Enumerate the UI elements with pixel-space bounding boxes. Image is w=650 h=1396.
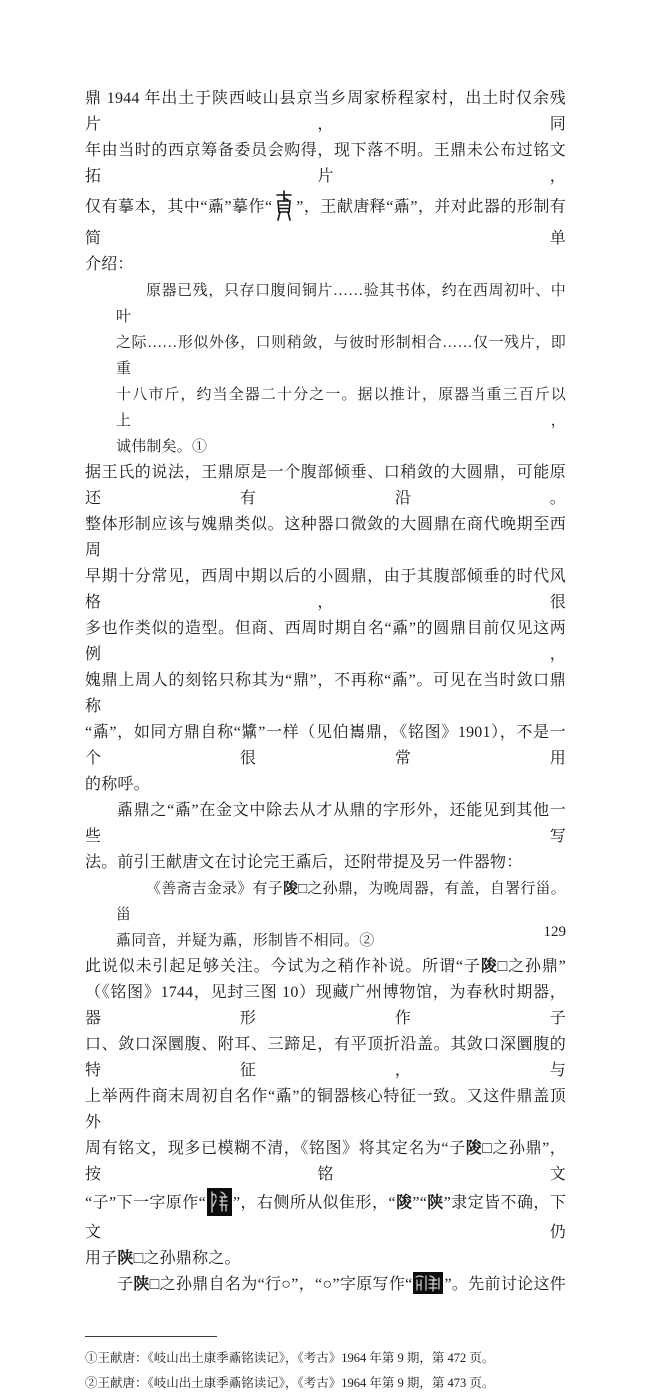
text-run: 《善斋吉金录》有子 bbox=[146, 881, 283, 897]
text-run: 鼎 1944 年出土于陕西岐山县京当乡周家桥程家村，出土时仅余残片，同 bbox=[85, 90, 566, 133]
text-run: 诚伟制矣。① bbox=[116, 439, 208, 455]
text-run: 整体形制应该与媿鼎类似。这种器口微敛的大圆鼎在商代晚期至西周 bbox=[85, 516, 566, 559]
footnote-1: ①王献唐：《岐山出土康季鼒铭读记》，《考古》1964 年第 9 期，第 472 页。 bbox=[85, 1351, 495, 1366]
text-run: 鼒同音，并疑为鼒，形制皆不相同。② bbox=[116, 933, 375, 949]
block-quote bbox=[85, 876, 566, 954]
text-run: 媿鼎上周人的刻铭只称其为“鼎”，不再称“鼒”。可见在当时敛口鼎称 bbox=[85, 672, 566, 715]
body-paragraph bbox=[85, 798, 566, 876]
text-line bbox=[116, 928, 566, 954]
text-line bbox=[85, 86, 566, 138]
text-line bbox=[85, 1084, 566, 1136]
text-line bbox=[85, 1272, 566, 1298]
body-paragraph bbox=[85, 460, 566, 798]
text-run: 多也作类似的造型。但商、西周时期自名“鼒”的圆鼎目前仅见这两例， bbox=[85, 620, 566, 663]
text-line bbox=[85, 1032, 566, 1084]
text-run: 上举两件商末周初自名作“鼒”的铜器核心特征一致。又这件鼎盖顶外 bbox=[85, 1088, 566, 1131]
text-line bbox=[116, 434, 566, 460]
text-line bbox=[85, 460, 566, 512]
text-run: 早期十分常见，西周中期以后的小圆鼎，由于其腹部倾垂的时代风格，很 bbox=[85, 568, 566, 611]
text-run: 口、敛口深圜腹、附耳、三蹄足，有平顶折沿盖。其敛口深圜腹的特征，与 bbox=[85, 1036, 566, 1079]
transliterated-char: 陖 bbox=[395, 1194, 413, 1212]
transliterated-char: 陖 bbox=[282, 881, 299, 897]
text-run: （《铭图》1744，见封三图 10）现藏广州博物馆，为春秋时期器，器形作子 bbox=[85, 984, 566, 1027]
text-line bbox=[85, 138, 566, 190]
inscription-glyph-zi-icon bbox=[273, 190, 295, 222]
text-run: ”隶定皆不确，下文仍 bbox=[85, 1194, 567, 1241]
transliterated-char: 陕 bbox=[117, 1250, 134, 1267]
footnote-2: ②王献唐：《岐山出土康季鼒铭读记》，《考古》1964 年第 9 期，第 473 页。 bbox=[85, 1376, 495, 1391]
transliterated-char: 陖 bbox=[465, 1140, 483, 1157]
text-line bbox=[116, 278, 566, 330]
text-run: 十八市斤，约当全器二十分之一。据以推计，原器当重三百斤以上， bbox=[116, 387, 566, 429]
text-line bbox=[85, 798, 566, 850]
text-line bbox=[85, 1136, 566, 1188]
text-line bbox=[116, 382, 566, 434]
footnote-block bbox=[85, 1336, 566, 1396]
text-run: ”，右侧所从似隹形，“ bbox=[232, 1194, 396, 1212]
text-line bbox=[85, 564, 566, 616]
text-line bbox=[85, 772, 566, 798]
text-run: 法。前引王献唐文在讨论完王鼒后，还附带提及另一件器物： bbox=[85, 854, 523, 871]
text-line bbox=[85, 190, 566, 252]
text-run: 周有铭文，现多已模糊不清，《铭图》将其定名为“子 bbox=[85, 1140, 466, 1157]
text-run: 据王氏的说法，王鼎原是一个腹部倾垂、口稍敛的大圆鼎，可能原还有沿。 bbox=[85, 464, 566, 507]
text-run: □之孙鼎，为晚周器，有盖，自署行甾。甾 bbox=[116, 881, 566, 923]
text-run: □之孙鼎” bbox=[497, 958, 566, 975]
text-run: “子”下一字原作“ bbox=[85, 1194, 206, 1212]
page-body bbox=[85, 86, 566, 1298]
text-line bbox=[85, 850, 566, 876]
transliterated-char: 陖 bbox=[480, 958, 498, 975]
text-run: 此说似未引起足够关注。今试为之稍作补说。所谓“子 bbox=[85, 958, 481, 975]
text-line bbox=[85, 980, 566, 1032]
text-line bbox=[85, 616, 566, 668]
block-quote bbox=[85, 278, 566, 460]
text-line bbox=[85, 954, 566, 980]
text-run: 介绍： bbox=[85, 256, 134, 273]
text-run: 鼒鼎之“鼒”在金文中除去从才从鼎的字形外，还能见到其他一些写 bbox=[85, 802, 566, 845]
text-run: ”。先前讨论这件 bbox=[444, 1276, 566, 1293]
transliterated-char: 陕 bbox=[133, 1276, 150, 1293]
text-line bbox=[85, 1188, 566, 1246]
text-run: □之孙鼎”，按铭文 bbox=[85, 1140, 567, 1183]
text-line bbox=[85, 720, 566, 772]
body-paragraph bbox=[85, 1272, 566, 1298]
text-line bbox=[85, 1246, 566, 1272]
text-run: 仅有摹本，其中“鼒”摹作“ bbox=[85, 198, 273, 216]
text-line bbox=[85, 252, 566, 278]
text-run: □之孙鼎自名为“行○”，“○”字原写作“ bbox=[149, 1276, 413, 1293]
transliterated-char: 陕 bbox=[427, 1194, 444, 1212]
text-line bbox=[85, 512, 566, 564]
text-line bbox=[85, 668, 566, 720]
rubbing-image-icon bbox=[207, 1188, 232, 1216]
page-number: 129 bbox=[543, 924, 566, 940]
text-run: 原器已残，只存口腹间铜片……验其书体，约在西周初叶、中叶 bbox=[116, 283, 566, 325]
text-run: 年由当时的西京筹备委员会购得，现下落不明。王鼎未公布过铭文拓片， bbox=[85, 142, 566, 185]
text-line bbox=[116, 876, 566, 928]
text-run: 的称呼。 bbox=[85, 776, 150, 793]
text-run: □之孙鼎称之。 bbox=[133, 1250, 241, 1267]
body-paragraph bbox=[85, 86, 566, 278]
text-run: 之际……形似外侈，口则稍敛，与彼时形制相合……仅一残片，即重 bbox=[116, 335, 566, 377]
text-run: 用子 bbox=[85, 1250, 118, 1267]
footnote-divider bbox=[85, 1336, 217, 1337]
text-run: ”，王献唐释“鼒”，并对此器的形制有简单 bbox=[85, 198, 567, 247]
text-line bbox=[116, 330, 566, 382]
rubbing-image-icon bbox=[413, 1272, 443, 1294]
text-run: 子 bbox=[117, 1276, 134, 1293]
text-run: ”“ bbox=[412, 1194, 428, 1212]
body-paragraph bbox=[85, 954, 566, 1272]
text-run: “鼒”，如同方鼎自称“䵼”一样（见伯巂鼎，《铭图》1901），不是一个很常用 bbox=[85, 724, 566, 767]
